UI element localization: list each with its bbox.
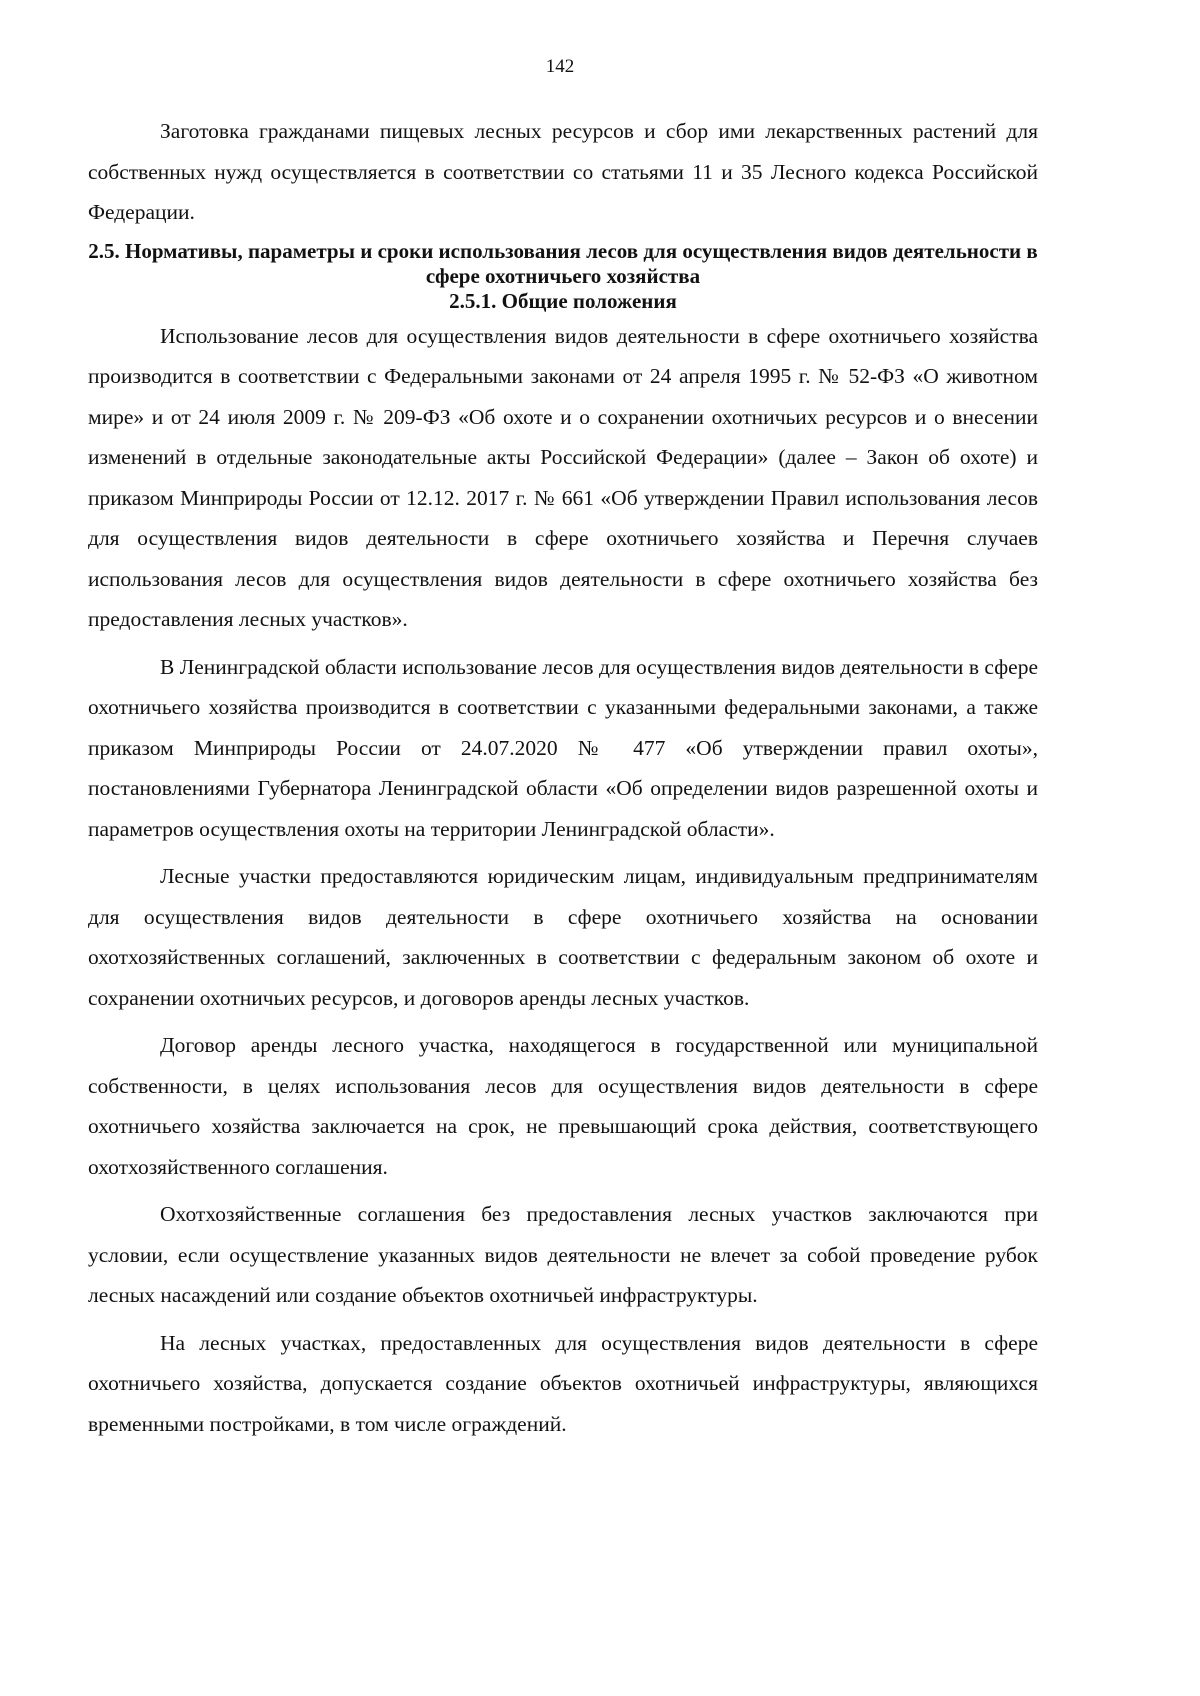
paragraph-hunting-agreements: Охотхозяйственные соглашения без предоставления лесных участков заключаются при условии, если осуществление указанных видов деятельности не влечет за собой проведение рубок лесных насаждений или создание объектов охотничьей инфраструктуры. — [88, 1202, 1038, 1307]
paragraph-forest-use-laws: Использование лесов для осуществления видов деятельности в сфере охотничьего хозяйства производится в соответствии с Федеральными законами от 24 апреля 1995 г. № 52-ФЗ «О животном мире» и от 24 июля 2009 г. № 209-ФЗ «Об охоте и о сохранении охотничьих ресурсов и о внесении изменений в отдельные законодательные акты Российской Федерации» (далее – Закон об охоте) и приказом Минприроды России от 12.12. 2017 г. № 661 «Об утверждении Правил использования лесов для осуществления видов деятельности в сфере охотничьего хозяйства и Перечня случаев использования лесов для осуществления видов деятельности в сфере охотничьего хозяйства без предоставления лесных участков». — [88, 323, 1038, 631]
paragraph-land-plots-provision: Лесные участки предоставляются юридическим лицам, индивидуальным предпринимателям для осуществления видов деятельности в сфере охотничьего хозяйства на основании охотхозяйственных соглашений, заключенных в соответствии с федеральным законом об охоте и сохранении охотничьих ресурсов, и договоров аренды лесных участков. — [88, 864, 1038, 1010]
intro-paragraph: Заготовка гражданами пищевых лесных ресурсов и сбор ими лекарственных растений для собственных нужд осуществляется в соответствии со статьями 11 и 35 Лесного кодекса Российской Федерации. — [88, 119, 1038, 224]
paragraph-lease-agreement: Договор аренды лесного участка, находящегося в государственной или муниципальной собственности, в целях использования лесов для осуществления видов деятельности в сфере охотничьего хозяйства заключается на срок, не превышающий срока действия, соответствующего охотхозяйственного соглашения. — [88, 1033, 1038, 1179]
paragraph-leningrad-region: В Ленинградской области использование лесов для осуществления видов деятельности в сфере охотничьего хозяйства производится в соответствии с указанными федеральными законами, а также приказом Минприроды России от 24.07.2020 № 477 «Об утверждении правил охоты», постановлениями Губернатора Ленинградской области «Об определении видов разрешенной охоты и параметров осуществления охоты на территории Ленинградской области». — [88, 654, 1038, 841]
page-number: 142 — [545, 56, 575, 77]
section-title: 2.5. Нормативы, параметры и сроки использования лесов для осуществления видов деятельности в сфере охотничьего хозяйства — [88, 238, 1038, 288]
paragraph-hunting-infrastructure: На лесных участках, предоставленных для осуществления видов деятельности в сфере охотничьего хозяйства, допускается создание объектов охотничьей инфраструктуры, являющихся временными постройками, в том числе ограждений. — [88, 1330, 1038, 1436]
section-subtitle: 2.5.1. Общие положения — [449, 288, 677, 313]
document-body — [88, 111, 1038, 1444]
